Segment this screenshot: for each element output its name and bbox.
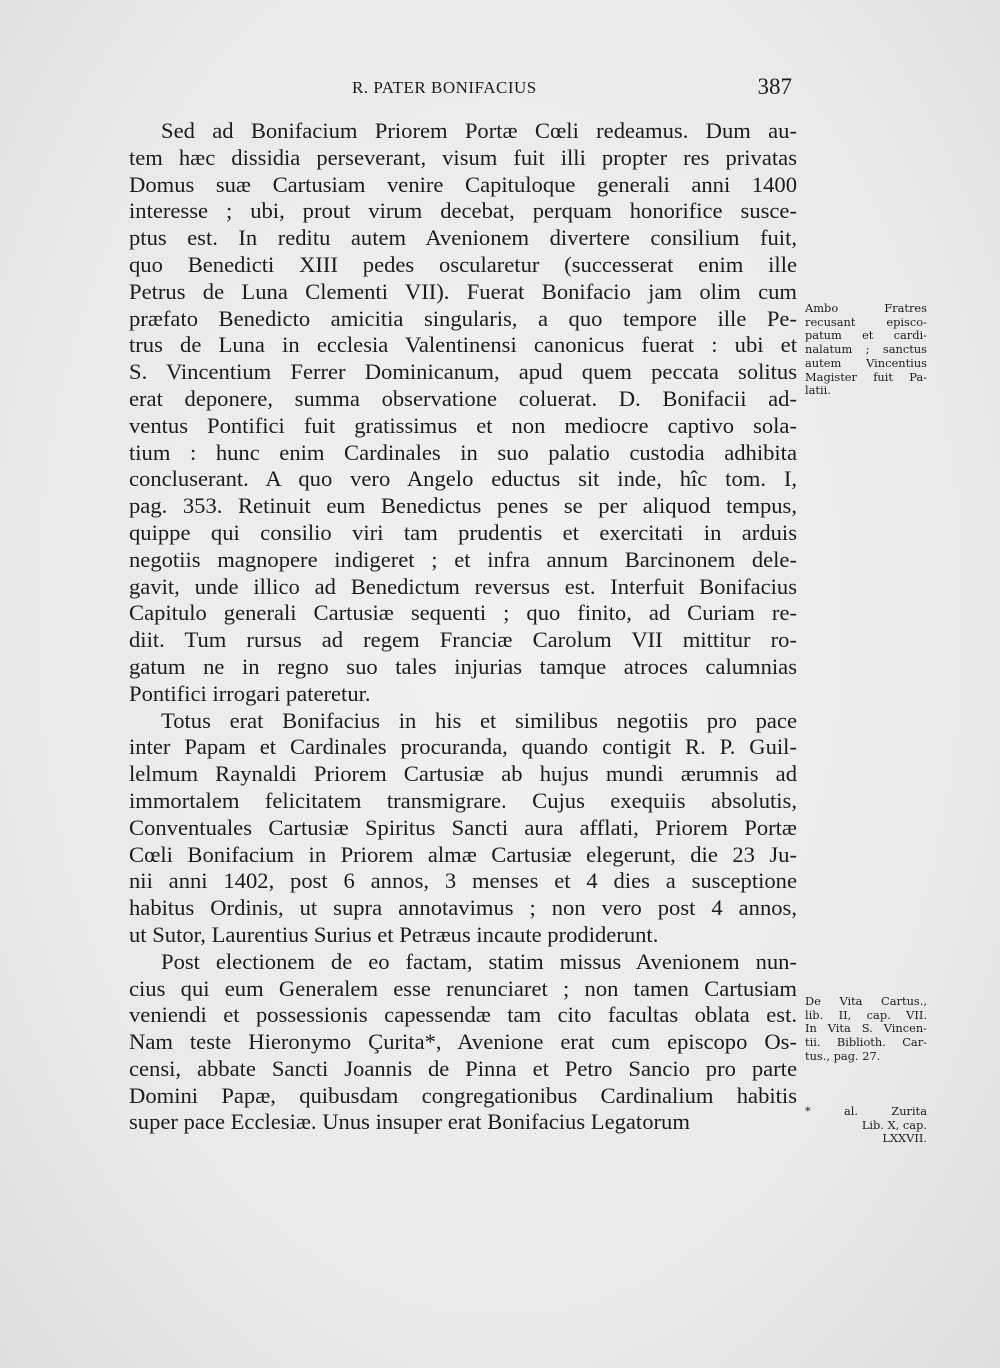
text-line: censi, abbate Sancti Joannis de Pinna et Petro Sancio pro parte bbox=[129, 1055, 797, 1081]
text-line: cius qui eum Generalem esse renunciaret ; non tamen Cartusiam bbox=[129, 975, 797, 1001]
margin-note-line: tus., pag. 27. bbox=[805, 1048, 881, 1063]
margin-note-line: In Vita S. Vincen- bbox=[805, 1021, 927, 1036]
page-number: 387 bbox=[757, 74, 792, 99]
text-line: immortalem felicitatem transmigrare. Cujus exequiis absolutis, bbox=[129, 787, 797, 813]
text-line: Totus erat Bonifacius in his et similibus negotiis pro pace bbox=[161, 707, 797, 733]
margin-note-de-vita-cartus bbox=[805, 995, 927, 1064]
paragraph bbox=[129, 949, 797, 1137]
text-line: præfato Benedicto amicitia singularis, a quo tempore ille Pe- bbox=[129, 305, 797, 331]
text-line: ut Sutor, Laurentius Surius et Petræus incaute prodiderunt. bbox=[129, 921, 659, 947]
text-line: gatum ne in regno suo tales injurias tamque atroces calumnias bbox=[129, 653, 797, 679]
text-line: pag. 353. Retinuit eum Benedictus penes se per aliquod tempus, bbox=[129, 493, 797, 519]
running-header bbox=[130, 74, 800, 102]
margin-note-line: LXXVII. bbox=[882, 1131, 927, 1146]
text-line: lelmum Raynaldi Priorem Cartusiæ ab hujus mundi ærumnis ad bbox=[129, 761, 797, 787]
text-line: Cœli Bonifacium in Priorem almæ Cartusiæ elegerunt, die 23 Ju- bbox=[129, 841, 797, 867]
text-line: concluserant. A quo vero Angelo eductus sit inde, hîc tom. I, bbox=[129, 466, 797, 492]
margin-note-line: Magister fuit Pa- bbox=[805, 369, 927, 384]
text-line: Domus suæ Cartusiam venire Capituloque generali anni 1400 bbox=[129, 171, 797, 197]
paragraph bbox=[129, 708, 797, 949]
text-line: veniendi et possessionis capessendæ tam cito facultas oblata est. bbox=[129, 1002, 797, 1028]
text-line: super pace Ecclesiæ. Unus insuper erat Bonifacius Legatorum bbox=[129, 1109, 690, 1135]
text-line: interesse ; ubi, prout virum decebat, perquam honorifice susce- bbox=[129, 198, 797, 224]
text-line: S. Vincentium Ferrer Dominicanum, apud quem peccata solitus bbox=[129, 359, 797, 385]
margin-note-line: tii. Biblioth. Car- bbox=[805, 1035, 927, 1050]
margin-note-line: recusant episco- bbox=[805, 314, 927, 329]
text-line: Capitulo generali Cartusiæ sequenti ; quo finito, ad Curiam re- bbox=[129, 600, 797, 626]
text-line: quippe qui consilio viri tam prudentis et exercitati in arduis bbox=[129, 519, 797, 545]
text-line: quo Benedicti XIII pedes oscularetur (successerat enim ille bbox=[129, 251, 797, 277]
text-line: negotiis magnopere indigeret ; et infra annum Barcinonem dele- bbox=[129, 546, 797, 572]
text-line: nii anni 1402, post 6 annos, 3 menses et 4 dies a susceptione bbox=[129, 868, 797, 894]
text-line: ptus est. In reditu autem Avenionem divertere consilium fuit, bbox=[129, 225, 797, 251]
text-line: Pontifici irrogari pateretur. bbox=[129, 680, 371, 706]
text-line: erat deponere, summa observatione coluerat. D. Bonifacii ad- bbox=[129, 385, 797, 411]
margin-note-ambo-fratres bbox=[805, 302, 927, 398]
text-line: inter Papam et Cardinales procuranda, quando contigit R. P. Guil- bbox=[129, 734, 797, 760]
margin-note-line: latii. bbox=[805, 383, 831, 398]
margin-note-line: * al. Zurita bbox=[805, 1104, 927, 1118]
text-line: Sed ad Bonifacium Priorem Portæ Cœli redeamus. Dum au- bbox=[161, 118, 797, 143]
text-line: Petrus de Luna Clementi VII). Fuerat Bonifacio jam olim cum bbox=[129, 278, 797, 304]
text-line: Conventuales Cartusiæ Spiritus Sancti aura afflati, Priorem Portæ bbox=[129, 814, 797, 840]
main-text bbox=[129, 118, 797, 1136]
text-line: tium : hunc enim Cardinales in suo palatio custodia adhibita bbox=[129, 439, 797, 465]
text-line: diit. Tum rursus ad regem Franciæ Carolum VII mittitur ro- bbox=[129, 627, 797, 653]
text-line: trus de Luna in ecclesia Valentinensi canonicus fuerat : ubi et bbox=[129, 332, 797, 358]
text-line: Post electionem de eo factam, statim missus Avenionem nun- bbox=[161, 948, 797, 974]
running-title: R. PATER BONIFACIUS bbox=[352, 78, 537, 97]
margin-note-zurita bbox=[805, 1105, 927, 1146]
margin-note-line: lib. II, cap. VII. bbox=[805, 1007, 927, 1022]
margin-note-line: autem Vincentius bbox=[805, 355, 927, 370]
text-line: Domini Papæ, quibusdam congregationibus Cardinalium habitis bbox=[129, 1082, 797, 1108]
text-line: habitus Ordinis, ut supra annotavimus ; non vero post 4 annos, bbox=[129, 895, 797, 921]
margin-note-line: nalatum ; sanctus bbox=[805, 342, 927, 357]
text-line: tem hæc dissidia perseverant, visum fuit illi propter res privatas bbox=[129, 144, 797, 170]
text-line: ventus Pontifici fuit gratissimus et non mediocre captivo sola- bbox=[129, 412, 797, 438]
margin-note-line: Ambo Fratres bbox=[805, 301, 927, 315]
text-line: gavit, unde illico ad Benedictum reversus est. Interfuit Bonifacius bbox=[129, 573, 797, 599]
text-line: Nam teste Hieronymo Çurita*, Avenione erat cum episcopo Os- bbox=[129, 1029, 797, 1055]
margin-note-line: De Vita Cartus., bbox=[805, 994, 927, 1008]
paragraph bbox=[129, 118, 797, 708]
margin-note-line: patum et cardi- bbox=[805, 328, 927, 343]
margin-note-line: Lib. X, cap. bbox=[861, 1117, 927, 1132]
